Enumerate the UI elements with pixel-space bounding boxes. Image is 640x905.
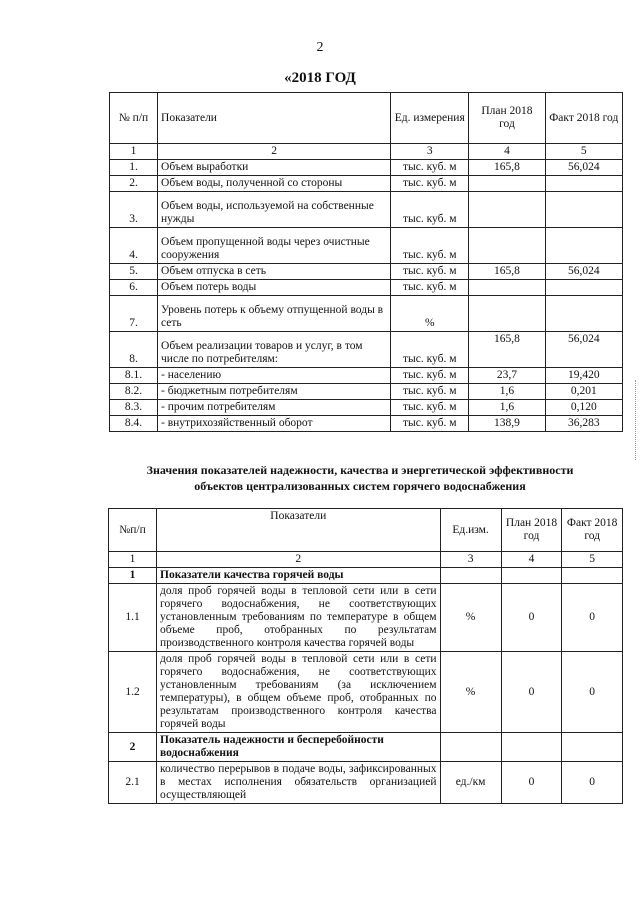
row-indicator: Показатель надежности и бесперебойности водоснабжения xyxy=(157,733,440,762)
row-fact-value: 0 xyxy=(562,762,623,804)
row-indicator: Объем пропущенной воды через очистные сооружения xyxy=(158,228,391,264)
column-numbers-row xyxy=(109,552,623,568)
section-row xyxy=(109,733,623,762)
column-number: 3 xyxy=(391,144,469,160)
row-number: 1. xyxy=(110,160,158,176)
row-indicator: - внутрихозяйственный оборот xyxy=(158,416,391,432)
row-indicator: количество перерывов в подаче воды, зафиксированных в местах исполнения обязательств организацией осуществляющей xyxy=(157,762,440,804)
row-plan-value xyxy=(501,568,562,584)
row-unit: тыс. куб. м xyxy=(391,192,469,228)
row-fact-value: 56,024 xyxy=(545,264,622,280)
row-number: 3. xyxy=(110,192,158,228)
row-plan-value xyxy=(469,228,545,264)
row-indicator: Объем воды, полученной со стороны xyxy=(158,176,391,192)
table-row xyxy=(110,332,623,368)
row-unit: тыс. куб. м xyxy=(391,160,469,176)
row-number: 8. xyxy=(110,332,158,368)
row-unit: тыс. куб. м xyxy=(391,416,469,432)
table-row xyxy=(110,160,623,176)
row-fact-value xyxy=(545,296,622,332)
column-number: 5 xyxy=(562,552,623,568)
header-plan: План 2018 год xyxy=(501,509,562,552)
row-plan-value xyxy=(469,280,545,296)
row-fact-value: 56,024 xyxy=(545,332,622,368)
row-number: 6. xyxy=(110,280,158,296)
table-row xyxy=(110,228,623,264)
row-fact-value: 56,024 xyxy=(545,160,622,176)
header-num: № п/п xyxy=(110,93,158,144)
table-row xyxy=(110,368,623,384)
row-unit: тыс. куб. м xyxy=(391,176,469,192)
row-indicator: Объем отпуска в сеть xyxy=(158,264,391,280)
row-indicator: Уровень потерь к объему отпущенной воды в сеть xyxy=(158,296,391,332)
table-row xyxy=(110,416,623,432)
column-number: 5 xyxy=(545,144,622,160)
header-name: Показатели xyxy=(158,93,391,144)
row-plan-value: 165,8 xyxy=(469,264,545,280)
header-fact: Факт 2018 год xyxy=(545,93,622,144)
row-plan-value: 23,7 xyxy=(469,368,545,384)
row-unit: % xyxy=(440,584,501,652)
table-row xyxy=(110,176,623,192)
table-row xyxy=(109,762,623,804)
row-indicator: Объем реализации товаров и услуг, в том числе по потребителям: xyxy=(158,332,391,368)
row-fact-value xyxy=(545,176,622,192)
row-number: 2 xyxy=(109,733,157,762)
row-number: 8.3. xyxy=(110,400,158,416)
table-row xyxy=(110,192,623,228)
column-number: 4 xyxy=(469,144,545,160)
header-unit: Ед. измерения xyxy=(391,93,469,144)
row-unit xyxy=(440,568,501,584)
row-unit: % xyxy=(440,652,501,733)
row-plan-value: 0 xyxy=(501,652,562,733)
row-indicator: Объем воды, используемой на собственные нужды xyxy=(158,192,391,228)
row-plan-value xyxy=(469,296,545,332)
row-number: 1.1 xyxy=(109,584,157,652)
row-unit: тыс. куб. м xyxy=(391,368,469,384)
row-number: 8.2. xyxy=(110,384,158,400)
row-unit: % xyxy=(391,296,469,332)
row-unit: тыс. куб. м xyxy=(391,264,469,280)
column-number: 3 xyxy=(440,552,501,568)
row-number: 2.1 xyxy=(109,762,157,804)
row-fact-value xyxy=(562,733,623,762)
row-fact-value: 0,120 xyxy=(545,400,622,416)
header-name: Показатели xyxy=(157,509,440,552)
column-number: 2 xyxy=(157,552,440,568)
column-number: 4 xyxy=(501,552,562,568)
row-plan-value xyxy=(501,733,562,762)
row-fact-value xyxy=(545,280,622,296)
section-heading-line2: объектов централизованных систем горячего водоснабжения xyxy=(194,479,526,493)
row-plan-value: 1,6 xyxy=(469,400,545,416)
row-plan-value xyxy=(469,192,545,228)
margin-mark xyxy=(635,380,638,460)
header-plan: План 2018 год xyxy=(469,93,545,144)
row-plan-value: 138,9 xyxy=(469,416,545,432)
row-number: 4. xyxy=(110,228,158,264)
row-fact-value: 0,201 xyxy=(545,384,622,400)
column-numbers-row xyxy=(110,144,623,160)
row-fact-value: 19,420 xyxy=(545,368,622,384)
row-number: 8.4. xyxy=(110,416,158,432)
row-plan-value: 165,8 xyxy=(469,332,545,368)
row-indicator: Объем потерь воды xyxy=(158,280,391,296)
row-indicator: - населению xyxy=(158,368,391,384)
row-number: 2. xyxy=(110,176,158,192)
water-volume-table xyxy=(109,92,623,432)
row-number: 5. xyxy=(110,264,158,280)
row-number: 7. xyxy=(110,296,158,332)
row-unit: тыс. куб. м xyxy=(391,280,469,296)
row-plan-value: 0 xyxy=(501,762,562,804)
hot-water-indicators-table xyxy=(108,508,623,804)
row-unit: тыс. куб. м xyxy=(391,384,469,400)
row-plan-value xyxy=(469,176,545,192)
row-number: 8.1. xyxy=(110,368,158,384)
column-number: 1 xyxy=(109,552,157,568)
row-plan-value: 165,8 xyxy=(469,160,545,176)
year-heading: «2018 ГОД xyxy=(284,70,356,86)
row-fact-value: 0 xyxy=(562,584,623,652)
row-fact-value xyxy=(545,192,622,228)
column-number: 1 xyxy=(110,144,158,160)
row-number: 1 xyxy=(109,568,157,584)
table-row xyxy=(109,652,623,733)
table-row xyxy=(110,296,623,332)
row-fact-value xyxy=(545,228,622,264)
row-number: 1.2 xyxy=(109,652,157,733)
row-indicator: Объем выработки xyxy=(158,160,391,176)
section-row xyxy=(109,568,623,584)
section-heading xyxy=(100,462,620,494)
row-indicator: доля проб горячей воды в тепловой сети или в сети горячего водоснабжения, не соответствующих установленным требованиям по температуре в общем объеме проб, отобранных по результатам производственного контроля качества горячей воды xyxy=(157,584,440,652)
section-heading-line1: Значения показателей надежности, качества и энергетической эффективности xyxy=(146,463,574,477)
row-indicator: Показатели качества горячей воды xyxy=(157,568,440,584)
header-num: №п/п xyxy=(109,509,157,552)
row-unit: тыс. куб. м xyxy=(391,400,469,416)
row-fact-value: 36,283 xyxy=(545,416,622,432)
table-row xyxy=(110,400,623,416)
row-unit xyxy=(440,733,501,762)
row-fact-value xyxy=(562,568,623,584)
row-fact-value: 0 xyxy=(562,652,623,733)
row-plan-value: 0 xyxy=(501,584,562,652)
row-unit: тыс. куб. м xyxy=(391,332,469,368)
column-number: 2 xyxy=(158,144,391,160)
row-indicator: - прочим потребителям xyxy=(158,400,391,416)
row-indicator: - бюджетным потребителям xyxy=(158,384,391,400)
table-row xyxy=(109,584,623,652)
table-row xyxy=(110,264,623,280)
row-plan-value: 1,6 xyxy=(469,384,545,400)
table-row xyxy=(110,280,623,296)
header-unit: Ед.изм. xyxy=(440,509,501,552)
page-number: 2 xyxy=(316,40,324,55)
header-fact: Факт 2018 год xyxy=(562,509,623,552)
row-unit: тыс. куб. м xyxy=(391,228,469,264)
row-unit: ед./км xyxy=(440,762,501,804)
row-indicator: доля проб горячей воды в тепловой сети или в сети горячего водоснабжения, не соответствующих установленным требованиям (за исключением температуры), в общем объеме проб, отобранных по результатам производственного контроля качества горячей воды xyxy=(157,652,440,733)
table-row xyxy=(110,384,623,400)
